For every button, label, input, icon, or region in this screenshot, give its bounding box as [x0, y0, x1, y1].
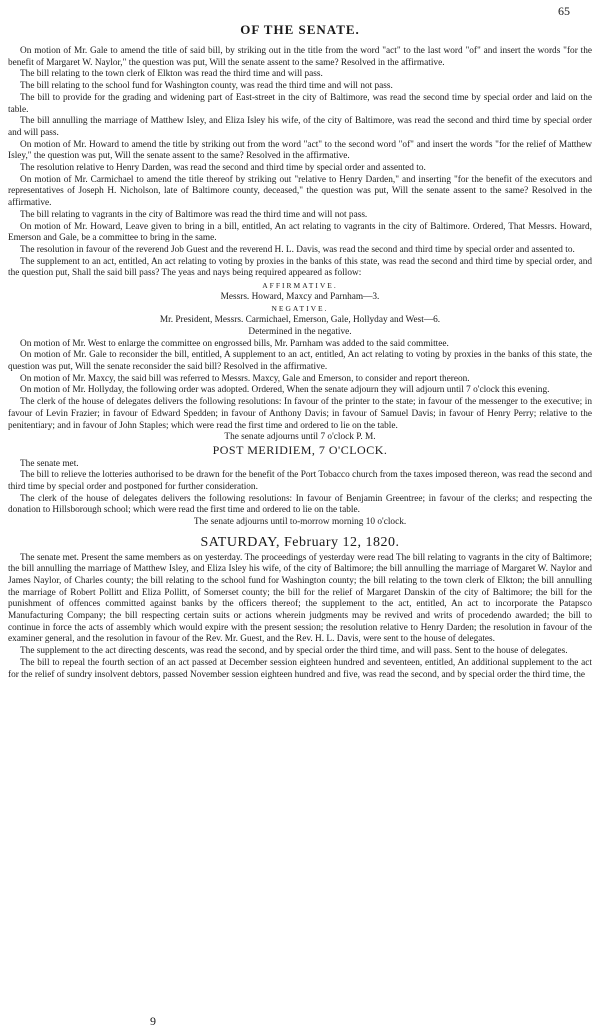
paragraph: The supplement to the act directing descents, was read the second, and by special order the third time, and will pass. Sent to the house of delegates.	[20, 646, 568, 657]
paragraph-group-evening	[8, 459, 592, 518]
adjourn-evening: The senate adjourns until 7 o'clock P. M.	[224, 432, 376, 443]
paragraph: On motion of Mr. Gale to amend the title of said bill, by striking out in the title from the word "act" to the last word "of" and insert the words "for the benefit of Margaret W. Naylor," the question was put, Will the senate assent to the same? Resolved in the affirmative.	[8, 46, 592, 68]
paragraph: On motion of Mr. Howard to amend the title by striking out from the word "act" to the second word "of" and insert the words "for the relief of Matthew Isley," the question was put, Will the senate assent to the same? Resolved in the affirmative.	[8, 139, 592, 162]
negative-names: Mr. President, Messrs. Carmichael, Emerson, Gale, Hollyday and West—6.	[159, 315, 441, 326]
paragraph: On motion of Mr. Carmichael to amend the title thereof by striking out "relative to Henry Darden," and inserting "for the benefit of the executors and representatives of Joseph H. Nicholson, late of Baltimore county, deceased," the question was put, Will the senate assent to the same? Resolved in the affirmative.	[8, 174, 592, 209]
paragraph: The resolution in favour of the reverend Job Guest and the reverend H. L. Davis, was read the second and third time by special order and assented to.	[20, 244, 575, 255]
paragraph: The clerk of the house of delegates delivers the following resolutions: In favour of Benjamin Greentree; in favour of the clerks; and respecting the donation to Hillsborough school; which were read the first time and ordered to lie on the table.	[8, 493, 592, 516]
paragraph: The bill to relieve the lotteries authorised to be drawn for the benefit of the Port Tobacco church from the taxes imposed thereon, was read the second and third time by special order and postponed for further consideration.	[8, 470, 592, 493]
negative-label: NEGATIVE.	[271, 304, 329, 314]
body-text	[8, 46, 592, 681]
date-heading: SATURDAY, February 12, 1820.	[200, 534, 400, 550]
affirmative-label: AFFIRMATIVE.	[262, 281, 338, 291]
vote-result: Determined in the negative.	[248, 326, 352, 337]
affirmative-names: Messrs. Howard, Maxcy and Parnham—3.	[220, 291, 380, 302]
running-head: OF THE SENATE.	[240, 22, 360, 37]
paragraph: The bill relating to the school fund for Washington county, was read the third time and will not pass.	[20, 81, 393, 92]
paragraph: The bill to provide for the grading and widening part of East-street in the city of Baltimore, was read the second time by special order and laid on the table.	[8, 92, 592, 115]
paragraph: The clerk of the house of delegates delivers the following resolutions: In favour of the printer to the state; in favour of the messenger to the executive; in favour of Levin Frazier; in favour of Edward Spedden; in favour of Anthony Davis; in favour of Samuel Davis; in favour of Henry Perry; relative to the penitentiary; and in favour of John Staples; which were read the first time and ordered to lie on the table.	[8, 397, 592, 431]
paragraph: The resolution relative to Henry Darden, was read the second and third time by special order and assented to.	[20, 163, 426, 174]
paragraph: The bill annulling the marriage of Matthew Isley, and Eliza Isley his wife, of the city of Baltimore, was read the second and third time by special order and will pass.	[8, 116, 592, 138]
paragraph: The bill relating to the town clerk of Elkton was read the third time and will pass.	[20, 69, 323, 80]
post-meridiem-heading: POST MERIDIEM, 7 O'CLOCK.	[212, 442, 388, 457]
paragraph: The bill to repeal the fourth section of an act passed at December session eighteen hundred and seventeen, entitled, An additional supplement to the act for the relief of sundry insolvent debtors, passed November session eighteen hundred and five, was read the second, and by special order the third time, the	[8, 657, 592, 680]
paragraph: The supplement to an act, entitled, An act relating to voting by proxies in the banks of this state, was read the second and third time by special order, and the question put, Shall the said bill pass? The yeas and nays being required appeared as follow:	[8, 256, 592, 279]
paragraph: On motion of Mr. Gale to reconsider the bill, entitled, A supplement to an act, entitled, An act relating to voting by proxies in the banks of this state, the question was put, Will the senate reconsider the said bill? Resolved in the affirmative.	[8, 350, 592, 372]
paragraph: On motion of Mr. West to enlarge the committee on engrossed bills, Mr. Parnham was added to the said committee.	[20, 338, 449, 349]
paragraph: On motion of Mr. Hollyday, the following order was adopted. Ordered, When the senate adjourn they will adjourn until 7 o'clock this evening.	[20, 385, 550, 396]
page-number: 65	[558, 4, 570, 18]
paragraph: On motion of Mr. Maxcy, the said bill was referred to Messrs. Maxcy, Gale and Emerson, to consider and report thereon.	[20, 373, 470, 384]
paragraph: The bill relating to vagrants in the city of Baltimore was read the third time and will not pass.	[20, 209, 368, 220]
paragraph: The senate met. Present the same members as on yesterday. The proceedings of yesterday were read The bill relating to vagrants in the city of Baltimore; the bill annulling the marriage of Matthew Isley, and Eliza Isley his wife, of the city of Baltimore; the bill annulling the marriage of Margaret W. Naylor and James Naylor, of Charles county; the bill relating to the school fund for Washington county; the bill relating to the town clerk of Elkton; the bill annulling the marriage of Robert Pollitt and Eliza Pollitt, of Somerset county; the bill for the relief of Margaret Danskin of the city of Baltimore; the bill for the punishment of offences committed against banks by the officers thereof; the supplement to the act, entitled, An act to incorporate the Patapsco Manufacturing Company; the bill respecting certain suits or actions wherein judgments may be revived and writs of procedendo awarded; the bill to continue in force the acts of assembly which would expire with the present session; the resolution relative to Henry Darden; the resolution in favour of the examiner general, and the resolution in favour of the Rev. Mr. Guest, and the Rev. H. L. Davis, were sent to the house of delegates.	[8, 552, 592, 645]
paragraph-group-after-vote	[8, 339, 592, 433]
adjourn-morning: The senate adjourns until to-morrow morning 10 o'clock.	[193, 517, 407, 528]
page-header	[8, 0, 592, 46]
paragraph: On motion of Mr. Howard, Leave given to bring in a bill, entitled, An act relating to vagrants in the city of Baltimore. Ordered, That Messrs. Howard, Emerson and Gale, be a committee to bring in the same.	[8, 221, 592, 244]
paragraph-group-before-vote	[8, 46, 592, 280]
paragraph: The senate met.	[20, 458, 79, 469]
paragraph-group-saturday	[8, 553, 592, 682]
signature-mark: 9	[150, 1014, 156, 1028]
